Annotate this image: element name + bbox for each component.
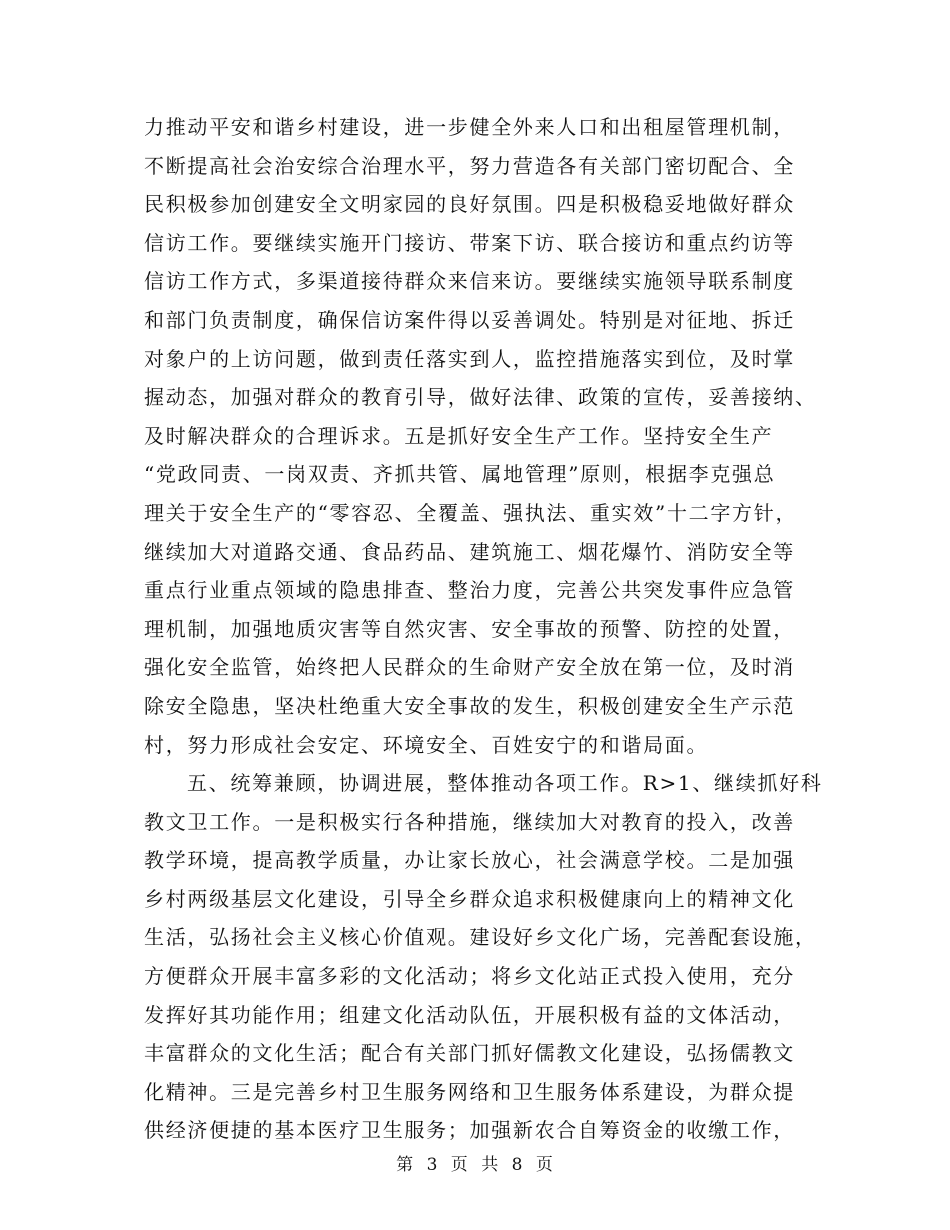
- text-line: 理机制，加强地质灾害等自然灾害、安全事故的预警、防控的处置，: [144, 616, 795, 641]
- text-line: 村，努力形成社会安定、环境安全、百姓安宁的和谐局面。: [144, 732, 709, 757]
- text-line: 教学环境，提高教学质量，办让家长放心，社会满意学校。二是加强: [144, 848, 795, 873]
- paragraph-start-line: 五、统筹兼顾，协调进展，整体推动各项工作。R>1、继续抓好科: [187, 771, 823, 796]
- text-line: 不断提高社会治安综合治理水平，努力营造各有关部门密切配合、全: [144, 153, 795, 178]
- text-line: 和部门负责制度，确保信访案件得以妥善调处。特别是对征地、拆迁: [144, 307, 795, 332]
- text-line: 强化安全监管，始终把人民群众的生命财产安全放在第一位，及时消: [144, 655, 795, 680]
- text-line: 重点行业重点领域的隐患排查、整治力度，完善公共突发事件应急管: [144, 578, 795, 603]
- text-line: 对象户的上访问题，做到责任落实到人，监控措施落实到位，及时掌: [144, 346, 795, 371]
- text-line: 力推动平安和谐乡村建设，进一步健全外来人口和出租屋管理机制，: [144, 115, 795, 139]
- text-line: 民积极参加创建安全文明家园的良好氛围。四是积极稳妥地做好群众: [144, 192, 795, 217]
- text-line: 丰富群众的文化生活；配合有关部门抓好儒教文化建设，弘扬儒教文: [144, 1041, 795, 1066]
- text-line: 信访工作。要继续实施开门接访、带案下访、联合接访和重点约访等: [144, 230, 795, 255]
- text-line: 继续加大对道路交通、食品药品、建筑施工、烟花爆竹、消防安全等: [144, 539, 795, 564]
- page-number-footer: 第 3 页 共 8 页: [396, 1155, 554, 1175]
- text-line: “党政同责、一岗双责、齐抓共管、属地管理”原则，根据李克强总: [144, 462, 776, 487]
- text-line: 化精神。三是完善乡村卫生服务网络和卫生服务体系建设，为群众提: [144, 1079, 795, 1104]
- body-text: [144, 108, 844, 1150]
- text-line: 理关于安全生产的“零容忍、全覆盖、强执法、重实效”十二字方针，: [144, 500, 798, 525]
- text-line: 生活，弘扬社会主义核心价值观。建设好乡文化广场，完善配套设施，: [144, 925, 817, 950]
- text-line: 握动态，加强对群众的教育引导，做好法律、政策的宣传，妥善接纳、: [144, 385, 817, 410]
- text-line: 方便群众开展丰富多彩的文化活动；将乡文化站正式投入使用，充分: [144, 964, 795, 989]
- text-line: 发挥好其功能作用；组建文化活动队伍，开展积极有益的文体活动，: [144, 1002, 795, 1027]
- text-line: 及时解决群众的合理诉求。五是抓好安全生产工作。坚持安全生产: [144, 423, 774, 448]
- text-line: 教文卫工作。一是积极实行各种措施，继续加大对教育的投入，改善: [144, 809, 795, 834]
- text-line: 供经济便捷的基本医疗卫生服务；加强新农合自筹资金的收缴工作，: [144, 1118, 795, 1143]
- text-line: 信访工作方式，多渠道接待群众来信来访。要继续实施领导联系制度: [144, 269, 795, 294]
- text-line: 乡村两级基层文化建设，引导全乡群众追求积极健康向上的精神文化: [144, 886, 795, 911]
- text-line: 除安全隐患，坚决杜绝重大安全事故的发生，积极创建安全生产示范: [144, 693, 795, 718]
